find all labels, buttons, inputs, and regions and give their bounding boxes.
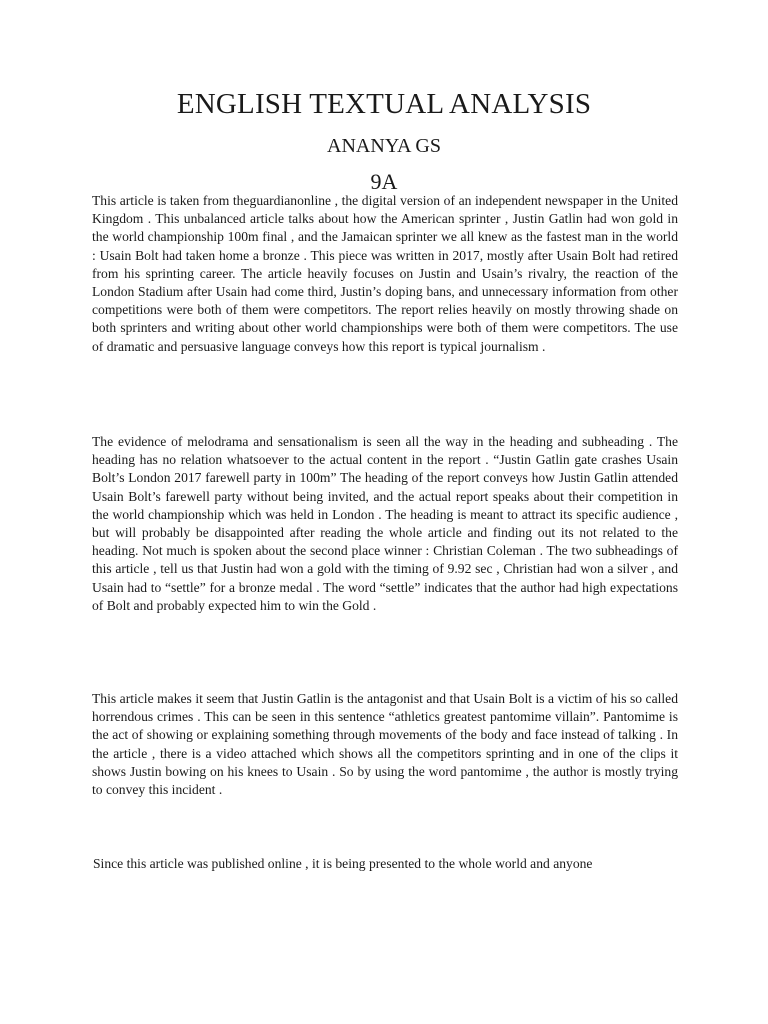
- author-name: ANANYA GS: [327, 135, 441, 157]
- paragraph-antagonist: This article makes it seem that Justin Gatlin is the antagonist and that Usain Bolt is a victim of his so called horrendous crimes . This can be seen in this sentence “athletics greatest pantomime villain”. Pantomime is the act of showing or explaining something through movements of the body and face instead of talking . In the article , there is a video attached which shows all the competitors sprinting and in one of the clips it shows Justin bowing on his knees to Usain . So by using the word pantomime , the author is mostly trying to convey this incident .: [92, 691, 678, 798]
- class-label: 9A: [370, 169, 398, 194]
- document-title: ENGLISH TEXTUAL ANALYSIS: [176, 88, 592, 120]
- paragraph-melodrama: The evidence of melodrama and sensationalism is seen all the way in the heading and subheading . The heading has no relation whatsoever to the actual content in the report . “Justin Gatlin gate crashes Usain Bolt’s London 2017 farewell party in 100m” The heading of the report conveys how Justin Gatlin attended Usain Bolt’s farewell party without being invited, and the actual report speaks about their competition in the world championship which was held in London . The heading is meant to attract its specific audience , but will probably be disappointed after reading the whole article and finding out its not related to the heading. Not much is spoken about the second place winner : Christian Coleman . The two subheadings of this article , tell us that Justin had won a gold with the timing of 9.92 sec , Christian had won a silver , and Usain had to “settle” for a bronze medal . The word “settle” indicates that the author had high expectations of Bolt and probably expected him to win the Gold .: [92, 434, 678, 613]
- paragraph-intro: This article is taken from theguardianonline , the digital version of an independent newspaper in the United Kingdom . This unbalanced article talks about how the American sprinter , Justin Gatlin had won gold in the world championship 100m final , and the Jamaican sprinter we all knew as the fastest man in the world : Usain Bolt had taken home a bronze . This piece was written in 2017, mostly after Usain Bolt had retired from his sprinting career. The article heavily focuses on Justin and Usain’s rivalry, the reaction of the London Stadium after Usain had come third, Justin’s doping bans, and unnecessary information from other competitions were both of them were competitors. The report relies heavily on mostly throwing shade on both sprinters and writing about other world championships were both of them were competitors. The use of dramatic and persuasive language conveys how this report is typical journalism .: [92, 193, 678, 354]
- paragraph-online: Since this article was published online , it is being presented to the whole world and anyone: [93, 856, 593, 871]
